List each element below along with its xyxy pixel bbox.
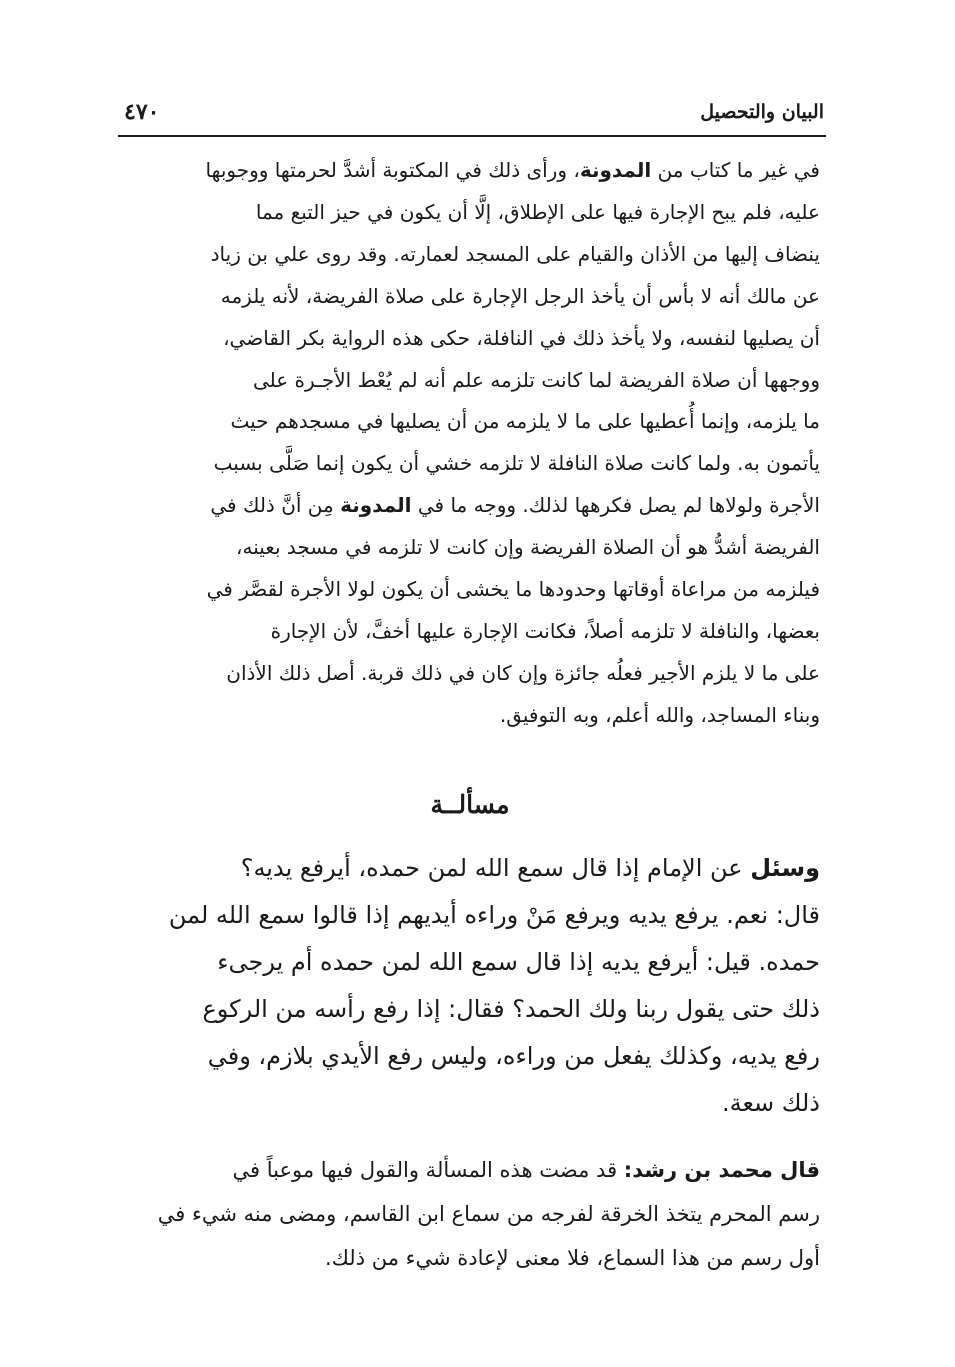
text-line bbox=[120, 318, 820, 360]
text-line bbox=[120, 276, 820, 318]
paragraph-commentary bbox=[120, 150, 820, 737]
text-run: الفريضة أشدُّ هو أن الصلاة الفريضة وإن كانت لا تلزمه في مسجد بعينه، bbox=[236, 535, 820, 560]
bold-term: المدونة bbox=[340, 493, 412, 518]
text-line bbox=[120, 234, 820, 276]
text-line bbox=[120, 192, 820, 234]
paragraph-question bbox=[120, 845, 820, 1127]
text-line bbox=[120, 1080, 820, 1127]
text-run: الأجرة ولولاها لم يصل فكرهها لذلك. ووجه ما في bbox=[411, 493, 820, 518]
text-run: رفع يديه، وكذلك يفعل من وراءه، وليس رفع الأيدي بلازم، وفي bbox=[207, 1042, 820, 1070]
bold-term: المدونة bbox=[579, 158, 652, 182]
bold-term: قال محمد بن رشد: bbox=[623, 1158, 820, 1182]
text-line bbox=[120, 1033, 820, 1080]
text-line bbox=[120, 1148, 820, 1192]
text-line bbox=[120, 939, 820, 986]
text-line bbox=[120, 986, 820, 1033]
text-run: عن الإمام إذا قال سمع الله لمن حمده، أيرفع يديه؟ bbox=[240, 854, 751, 882]
text-run: ذلك حتى يقول ربنا ولك الحمد؟ فقال: إذا رفع رأسه من الركوع bbox=[202, 995, 820, 1023]
text-run: فيلزمه من مراعاة أوقاتها وحدودها ما يخشى أن يكون لولا الأجرة لقصَّر في bbox=[206, 577, 820, 602]
bold-term: وسئل bbox=[750, 854, 820, 882]
text-line bbox=[120, 653, 820, 695]
text-line bbox=[120, 527, 820, 569]
text-run: عليه، فلم يبح الإجارة فيها على الإطلاق، إلَّا أن يكون في حيز التبع مما bbox=[255, 199, 820, 224]
text-run: ذلك سعة. bbox=[721, 1089, 820, 1117]
section-heading-text: مسألــة bbox=[430, 790, 510, 819]
text-line bbox=[120, 695, 820, 737]
text-run: رسم المحرم يتخذ الخرقة لفرجه من سماع ابن القاسم، ومضى منه شيء في bbox=[157, 1202, 820, 1226]
text-line bbox=[120, 485, 820, 527]
text-run: أن يصليها لنفسه، ولا يأخذ ذلك في النافلة، حكى هذه الرواية بكر القاضي، bbox=[223, 325, 820, 350]
text-run: قد مضت هذه المسألة والقول فيها موعباً في bbox=[232, 1158, 624, 1182]
text-run: حمده. قيل: أيرفع يديه إذا قال سمع الله لمن حمده أم يرجىء bbox=[217, 948, 820, 976]
text-run: على ما لا يلزم الأجير فعلُه جائزة وإن كان في ذلك قربة. أصل ذلك الأذان bbox=[226, 660, 820, 685]
text-run: ووجهها أن صلاة الفريضة لما كانت تلزمه علم أنه لم يُعْط الأجـرة على bbox=[252, 367, 820, 392]
text-line bbox=[120, 150, 820, 192]
page-header bbox=[118, 95, 826, 135]
text-run: يأتمون به. ولما كانت صلاة النافلة لا تلزمه خشي أن يكون إنما صَلَّى بسبب bbox=[213, 451, 820, 476]
text-line bbox=[120, 1192, 820, 1236]
text-line bbox=[120, 1236, 820, 1280]
page-number: ٤٧٠ bbox=[124, 99, 160, 125]
text-line bbox=[120, 360, 820, 402]
text-run: في غير ما كتاب من bbox=[651, 158, 820, 182]
text-run: ينضاف إليها من الأذان والقيام على المسجد لعمارته. وقد روى علي بن زياد bbox=[210, 241, 820, 266]
text-run: ، ورأى ذلك في المكتوبة أشدَّ لحرمتها ووجوبها bbox=[205, 158, 580, 182]
text-run: عن مالك أنه لا بأس أن يأخذ الرجل الإجارة على صلاة الفريضة، لأنه يلزمه bbox=[220, 283, 820, 308]
text-line bbox=[120, 401, 820, 443]
text-run: قال: نعم. يرفع يديه ويرفع مَنْ وراءه أيديهم إذا قالوا سمع الله لمن bbox=[168, 901, 820, 929]
text-line bbox=[120, 611, 820, 653]
text-run: وبناء المساجد، والله أعلم، وبه التوفيق. bbox=[499, 702, 820, 727]
running-title: البيان والتحصيل bbox=[700, 101, 824, 123]
text-line bbox=[120, 569, 820, 611]
header-divider bbox=[118, 135, 826, 137]
text-run: أول رسم من هذا السماع، فلا معنى لإعادة شيء من ذلك. bbox=[324, 1246, 820, 1270]
text-run: ما يلزمه، وإنما أُعطيها على ما لا يلزمه من أن يصليها في مسجدهم حيث bbox=[230, 409, 820, 434]
text-line bbox=[120, 443, 820, 485]
text-line bbox=[120, 845, 820, 892]
text-run: بعضها، والنافلة لا تلزمه أصلاً، فكانت الإجارة عليها أخفَّ، لأن الإجارة bbox=[270, 618, 820, 643]
paragraph-ibn-rushd bbox=[120, 1148, 820, 1280]
text-line bbox=[120, 892, 820, 939]
text-run: مِن أنَّ ذلك في bbox=[210, 493, 341, 518]
section-heading bbox=[120, 790, 820, 819]
